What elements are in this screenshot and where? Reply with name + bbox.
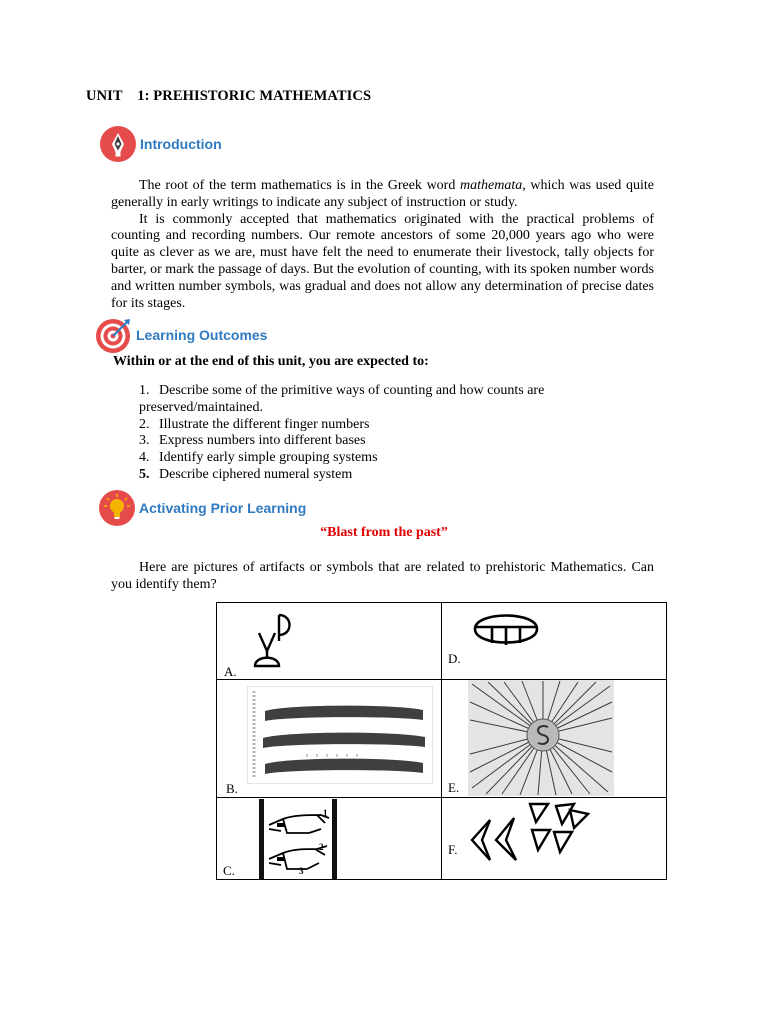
cuneiform-numerals-icon xyxy=(470,800,594,862)
list-item: 4. Identify early simple grouping systems xyxy=(139,450,378,466)
hand-number-1: 1 xyxy=(323,808,328,818)
target-icon xyxy=(95,316,133,354)
section-introduction xyxy=(99,125,222,163)
unit-title: UNIT 1: PREHISTORIC MATHEMATICS xyxy=(86,88,372,104)
artifact-cell-b xyxy=(217,680,442,798)
artifact-cell-e xyxy=(442,680,667,798)
intro-paragraph-1: The root of the term mathematics is in the Greek word mathemata, which was used quite generally in early writings to indicate any subject of instruction or study. xyxy=(111,178,654,210)
list-item: 3. Express numbers into different bases xyxy=(139,433,366,449)
artifacts-table xyxy=(216,602,667,880)
activity-title: “Blast from the past” xyxy=(320,525,448,540)
artifact-cell-f xyxy=(442,798,667,880)
artifact-label: B. xyxy=(226,781,238,796)
greek-term: mathemata xyxy=(460,178,523,193)
intro-text xyxy=(111,178,654,312)
artifact-label: D. xyxy=(448,651,461,666)
section-label: Introduction xyxy=(140,136,222,152)
quipu-image xyxy=(468,680,614,796)
intro-paragraph-2: It is commonly accepted that mathematics originated with the practical problems of counting and recording numbers. Our remote ancestors of some 20,000 years ago who were quite as clever as we are, must have felt the need to enumerate their livestock, tally objects for barter, or mark the passage of days. But the evolution of counting, with its spoken number words and written number symbols, was gradual and does not allow any determination of precise dates for its stages. xyxy=(111,211,654,311)
list-item: 1. Describe some of the primitive ways of counting and how counts are xyxy=(139,383,545,398)
section-activating-prior-learning xyxy=(98,489,306,527)
list-item: preserved/maintained. xyxy=(139,399,264,415)
artifact-cell-a xyxy=(217,603,442,680)
hand-number-3: 3 xyxy=(299,866,304,876)
section-label: Activating Prior Learning xyxy=(139,500,307,516)
section-label: Learning Outcomes xyxy=(136,327,268,343)
list-item: 5. Describe ciphered numeral system xyxy=(139,466,353,482)
pen-nib-icon xyxy=(99,125,137,163)
artifact-label: F. xyxy=(448,842,458,857)
artifact-label: A. xyxy=(224,664,237,679)
outcomes-list xyxy=(139,383,619,484)
hand-number-2: 2 xyxy=(319,842,324,852)
ishango-bones-image xyxy=(247,686,433,784)
hieroglyph-numeral-icon xyxy=(249,611,293,669)
artifact-label: C. xyxy=(223,863,235,878)
outcomes-intro: Within or at the end of this unit, you are expected to: xyxy=(113,354,429,369)
artifact-label: E. xyxy=(448,780,460,795)
artifact-cell-d xyxy=(442,603,667,680)
mayan-numeral-icon xyxy=(472,613,540,651)
section-learning-outcomes xyxy=(95,316,267,354)
activity-prompt: Here are pictures of artifacts or symbols that are related to prehistoric Mathematics. Can you identify them? xyxy=(111,560,654,592)
list-item: 2. Illustrate the different finger numbers xyxy=(139,416,370,432)
lightbulb-icon xyxy=(98,489,136,527)
artifact-cell-c xyxy=(217,798,442,880)
